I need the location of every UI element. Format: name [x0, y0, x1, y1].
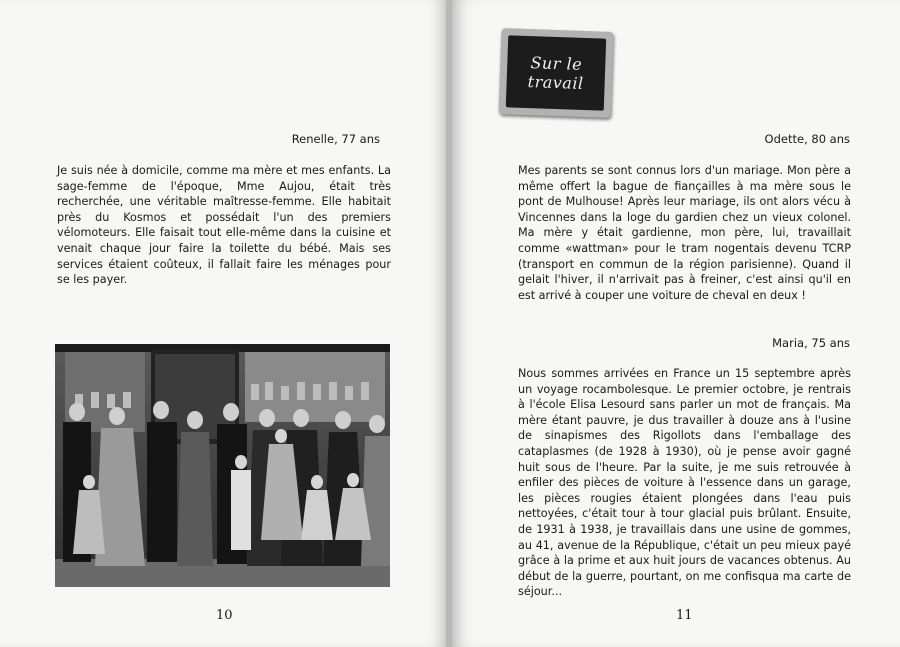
- photo-illustration: [55, 344, 390, 587]
- left-page: [0, 0, 448, 647]
- chalkboard-line1: Sur le: [530, 53, 583, 74]
- maria-paragraph: Nous sommes arrivées en France un 15 septembre après un voyage rocambolesque. Le premier octobre, je rentrais à l'école Elisa Lesourd sans parler un mot de français. Ma mère étant pauvre, je dus travailler à douze ans à l'usine de sinapismes des Rigollots dans l'emballage des cataplasmes (de 1928 à 1930), où je pense avoir gagné huit sous de l'heure. Par la suite, je me suis retrouvée à enfiler des pièces de voiture à l'essence dans un garage, les pièces rougies étaient plongées dans l'eau puis nettoyées, c'était tour à tour glacial puis brûlant. Ensuite, de 1931 à 1938, je travaillais dans une usine de gommes, au 41, avenue de la République, c'était un peu mieux payé grâce à la prime et aux huit jours de vacances obtenus. Au début de la guerre, pourtant, on me confisqua ma carte de séjour...: [518, 367, 851, 599]
- maria-byline: Maria, 75 ans: [772, 336, 850, 350]
- chalkboard-heading: [499, 28, 614, 118]
- renelle-paragraph: Je suis née à domicile, comme ma mère et mes enfants. La sage-femme de l'époque, Mme Aujou, était très recherchée, une véritable maîtresse-femme. Elle habitait près du Kosmos et possédait l'un des premiers vélomoteurs. Elle faisait tout elle-même dans la cuisine et venait chaque jour faire la toilette du bébé. Mais ses services étaient coûteux, il fallait faire les ménages pour se les payer.: [57, 164, 391, 287]
- odette-byline: Odette, 80 ans: [764, 132, 850, 146]
- renelle-byline: Renelle, 77 ans: [291, 132, 380, 146]
- odette-paragraph: Mes parents se sont connus lors d'un mariage. Mon père a même offert la bague de fiançailles à ma mère sous le pont de Mulhouse! Après leur mariage, ils ont alors vécu à Vincennes dans la loge du gardien chez un vieux colonel. Ma mère y était gardienne, mon père, lui, travaillait comme «wattman» pour le tram nogentais devenu TCRP (transport en commun de la région parisienne). Quand il gelait l'hiver, il n'arrivait pas à freiner, c'est ainsi qu'il en est arrivé à couper une voiture de cheval en deux !: [518, 164, 851, 302]
- chalkboard-line2: travail: [527, 72, 584, 93]
- chalkboard-slate: [506, 35, 606, 110]
- left-page-number: 10: [216, 608, 233, 623]
- right-page-number: 11: [676, 608, 693, 623]
- group-portrait-photo: [55, 344, 390, 587]
